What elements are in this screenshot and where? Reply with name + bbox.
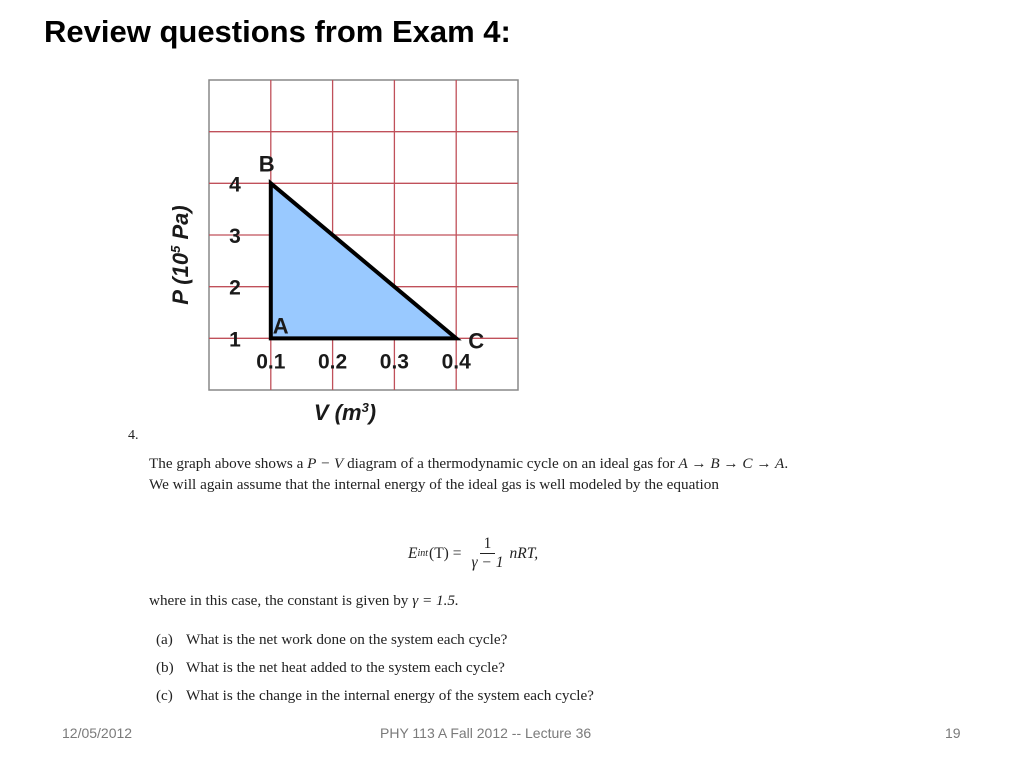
y-axis-label: P ($10^5$ Pa) (168, 205, 193, 305)
state-label-a: A (272, 313, 289, 339)
state-label-c: C (468, 328, 485, 354)
state-label-b: B (258, 151, 275, 177)
y-tick-label: 4 (229, 173, 241, 197)
footer-course: PHY 113 A Fall 2012 -- Lecture 36 (380, 725, 592, 741)
x-axis-label: V $(m^3)$ (313, 400, 377, 425)
gamma-condition: where in this case, the constant is given by γ = 1.5. (149, 592, 459, 609)
slide-title: Review questions from Exam 4: (44, 14, 511, 49)
x-tick-label: 0.3 (379, 350, 410, 374)
y-tick-label: 1 (229, 328, 241, 352)
footer-date: 12/05/2012 (62, 725, 133, 741)
x-tick-label: 0.4 (441, 350, 471, 374)
y-tick-label: 2 (229, 276, 241, 300)
x-tick-label: 0.2 (317, 350, 348, 374)
problem-intro: The graph above shows a P − V diagram of a thermodynamic cycle on an ideal gas for A → B → C → A. We will again assume that the internal energy of the ideal gas is well modeled by the equation (149, 455, 789, 493)
question-b: (b) What is the net heat added to the system each cycle? (156, 659, 505, 676)
cycle-math: A → B → C → A (678, 455, 785, 472)
y-tick-label: 3 (229, 225, 241, 248)
problem-number: 4. (128, 428, 139, 443)
question-c: (c) What is the change in the internal energy of the system each cycle? (156, 687, 594, 704)
footer-page-number: 19 (945, 725, 961, 741)
equation-fraction: $\frac{1}{\gamma - 1}$ (471, 535, 504, 571)
energy-equation: E int (T) = $\frac{1}{\gamma - 1}$ nRT, (408, 535, 539, 571)
question-a: (a) What is the net work done on the system each cycle? (156, 631, 508, 648)
pv-math: P − V (307, 455, 344, 472)
x-tick-label: 0.1 (256, 350, 286, 374)
